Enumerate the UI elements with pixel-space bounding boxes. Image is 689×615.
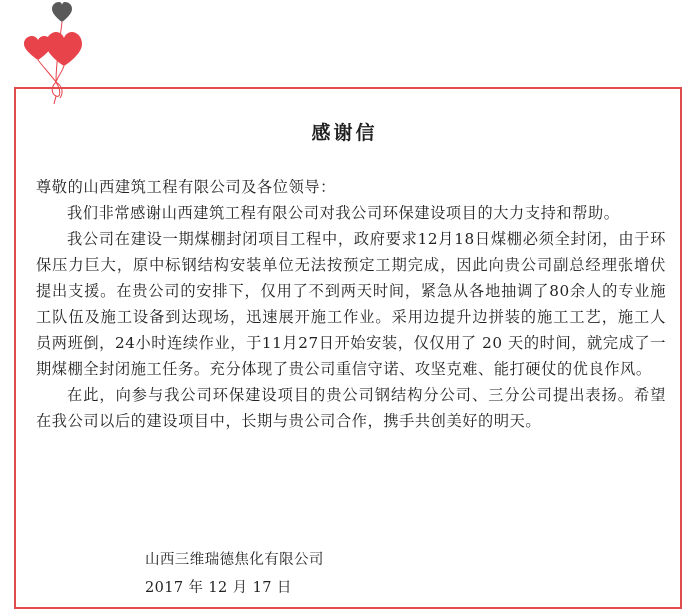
letter-paragraph: 我公司在建设一期煤棚封闭项目工程中，政府要求12月18日煤棚必须全封闭，由于环保压力巨大，原中标钢结构安装单位无法按预定工期完成，因此向贵公司副总经理张增伏提出支援。在贵公司的安排下，仅用了不到两天时间，紧急从各地抽调了80余人的专业施工队伍及施工设备到达现场，迅速展开施工作业。采用边提升边拼装的施工工艺，施工人员两班倒，24小时连续作业，于11月27日开始安装，仅仅用了 20 天的时间，就完成了一期煤棚全封闭施工任务。充分体现了贵公司重信守诺、攻坚克难、能打硬仗的优良作风。	[36, 230, 666, 378]
red-heart-balloon-large-icon	[46, 32, 82, 66]
signature-company: 山西三维瑞德焦化有限公司	[145, 552, 324, 568]
gray-heart-balloon-icon	[52, 2, 72, 22]
letter-salutation: 尊敬的山西建筑工程有限公司及各位领导：	[36, 178, 336, 196]
letter-paragraph: 在此，向参与我公司环保建设项目的贵公司钢结构分公司、三分公司提出表扬。希望在我公司以后的建设项目中，长期与贵公司合作，携手共创美好的明天。	[36, 386, 666, 430]
signature-date: 2017 年 12 月 17 日	[145, 580, 292, 596]
letter-paragraph: 我们非常感谢山西建筑工程有限公司对我公司环保建设项目的大力支持和帮助。	[67, 204, 620, 222]
letter-signature	[145, 546, 324, 602]
letter-title: 感谢信	[311, 122, 378, 144]
letter-body	[36, 174, 666, 434]
